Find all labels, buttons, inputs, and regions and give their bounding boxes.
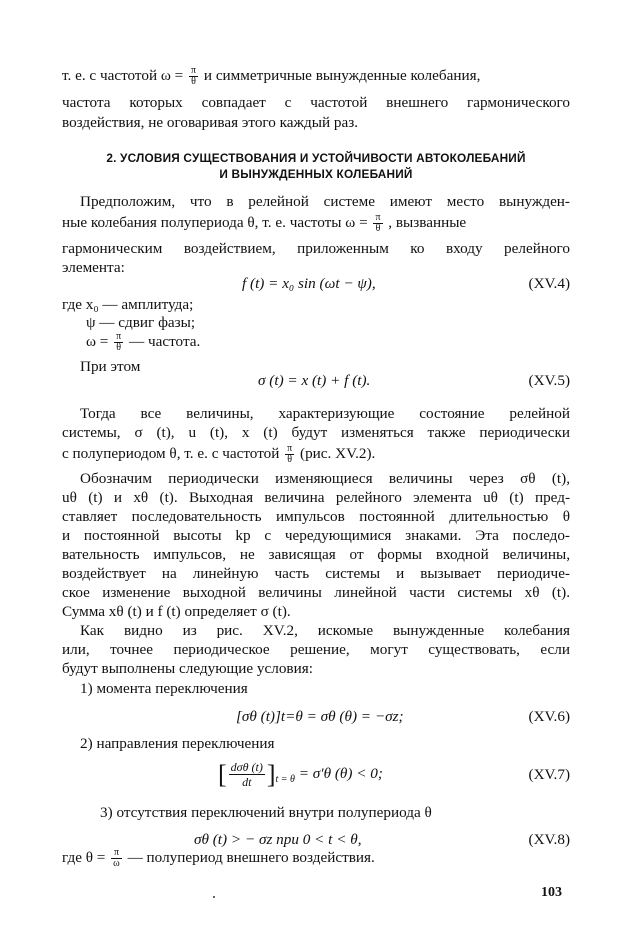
equation-xv6-expr: [σθ (t)]t=θ = σθ (θ) = −σz; bbox=[236, 708, 404, 725]
definition-frequency: ω = $\frac{\pi}{\theta}$ — частота. bbox=[86, 331, 201, 353]
equation-xv5-number: (XV.5) bbox=[528, 372, 570, 389]
p1-line-2-pre: ные колебания полупериода θ, т. е. частоты ω = bbox=[62, 213, 368, 231]
fraction-pi-theta: $\frac{\pi}{\theta}$ bbox=[287, 443, 293, 465]
equation-xv7-number: (XV.7) bbox=[528, 766, 570, 783]
equation-xv7 bbox=[62, 760, 570, 796]
intro-line-1 bbox=[62, 66, 570, 87]
condition-3: 3) отсутствия переключений внутри полупериода θ bbox=[100, 804, 432, 821]
equation-xv4-expr: f (t) = x₀ sin (ωt − ψ), bbox=[242, 275, 376, 292]
equation-xv7-expr: [ $\frac{\text{dσθ (t)}}{dt}$ ]$_{t = \theta} = \sigma'\theta$ (θ) < 0; bbox=[218, 759, 383, 789]
derivative-fraction: $\frac{\text{dσθ (t)}}{dt}$ bbox=[230, 760, 263, 789]
fraction-pi-theta: $\frac{\pi}{\theta}$ bbox=[116, 331, 122, 353]
p4-line-3: ставляет последовательность импульсов постоянной длительностью θ bbox=[62, 508, 570, 525]
p4-line-7: ское изменение выходной величины линейной части системы xθ (t). bbox=[62, 584, 570, 601]
fraction-pi-theta: $\frac{\pi}{\theta}$ bbox=[191, 65, 197, 87]
p4-line-1: Обозначим периодически изменяющиеся величины через σθ (t), bbox=[80, 470, 570, 487]
condition-1: 1) момента переключения bbox=[80, 680, 248, 697]
intro-line-2: частота которых совпадает с частотой внешнего гармонического bbox=[62, 94, 570, 111]
intro-line-3: воздействия, не оговаривая этого каждый раз. bbox=[62, 114, 359, 131]
equation-xv4-number: (XV.4) bbox=[528, 275, 570, 292]
p4-line-6: воздействует на линейную часть системы и вызывает периодиче- bbox=[62, 565, 570, 582]
fraction-pi-omega: $\frac{\pi}{\omega}$ bbox=[113, 847, 120, 869]
equation-xv8-expr: σθ (t) > − σz при 0 < t < θ, bbox=[194, 831, 362, 848]
p4-line-4: и постоянной высоты kp с чередующимися знаками. Эта последо- bbox=[62, 527, 570, 544]
p1-line-4: элемента: bbox=[62, 259, 125, 276]
intro-line-1-pre: т. е. с частотой ω = bbox=[62, 66, 184, 84]
print-speck bbox=[213, 896, 215, 898]
intro-line-1-post: и симметричные вынужденные колебания, bbox=[203, 66, 481, 84]
p3-line-1: Тогда все величины, характеризующие состояние релейной bbox=[80, 405, 570, 422]
equation-xv6-number: (XV.6) bbox=[528, 708, 570, 725]
p3-line-2: системы, σ (t), u (t), x (t) будут изменяться также периодически bbox=[62, 424, 570, 441]
section-heading-line-2: И ВЫНУЖДЕННЫХ КОЛЕБАНИЙ bbox=[219, 167, 413, 181]
p2-lead: При этом bbox=[80, 358, 141, 375]
definition-phase: ψ — сдвиг фазы; bbox=[86, 314, 196, 331]
p5-line-1: Как видно из рис. XV.2, искомые вынужденные колебания bbox=[80, 622, 570, 639]
condition-2: 2) направления переключения bbox=[80, 735, 275, 752]
p5-line-3: будут выполнены следующие условия: bbox=[62, 660, 313, 677]
p1-line-2 bbox=[62, 213, 570, 234]
definition-amplitude: где x₀ — амплитуда; bbox=[62, 296, 194, 313]
fraction-pi-theta: $\frac{\pi}{\theta}$ bbox=[375, 212, 381, 234]
p4-line-2: uθ (t) и xθ (t). Выходная величина релейного элемента uθ (t) пред- bbox=[62, 489, 570, 506]
p3-line-3: с полупериодом θ, т. е. с частотой $\frac{\pi}{\theta}$ (рис. XV.2). bbox=[62, 443, 376, 465]
equation-xv4 bbox=[62, 275, 570, 297]
p1-line-3: гармоническим воздействием, приложенным ко входу релейного bbox=[62, 240, 570, 257]
p1-line-2-post: , вызванные bbox=[388, 213, 467, 231]
page-number: 103 bbox=[541, 885, 562, 900]
p4-line-5: вательность импульсов, не зависящая от формы входной величины, bbox=[62, 546, 570, 563]
final-line: где θ = $\frac{\pi}{\omega}$ — полупериод внешнего воздействия. bbox=[62, 847, 375, 869]
equation-xv6 bbox=[62, 708, 570, 730]
p5-line-2: или, точнее периодическое решение, могут существовать, если bbox=[62, 641, 570, 658]
section-heading-line-1: 2. УСЛОВИЯ СУЩЕСТВОВАНИЯ И УСТОЙЧИВОСТИ АВТОКОЛЕБАНИЙ bbox=[106, 151, 526, 165]
equation-xv8-number: (XV.8) bbox=[528, 831, 570, 848]
p4-line-8: Сумма xθ (t) и f (t) определяет σ (t). bbox=[62, 603, 291, 620]
p1-line-1: Предположим, что в релейной системе имеют место вынужден- bbox=[80, 193, 570, 210]
equation-xv5-expr: σ (t) = x (t) + f (t). bbox=[258, 372, 371, 389]
equation-xv5 bbox=[62, 372, 570, 394]
